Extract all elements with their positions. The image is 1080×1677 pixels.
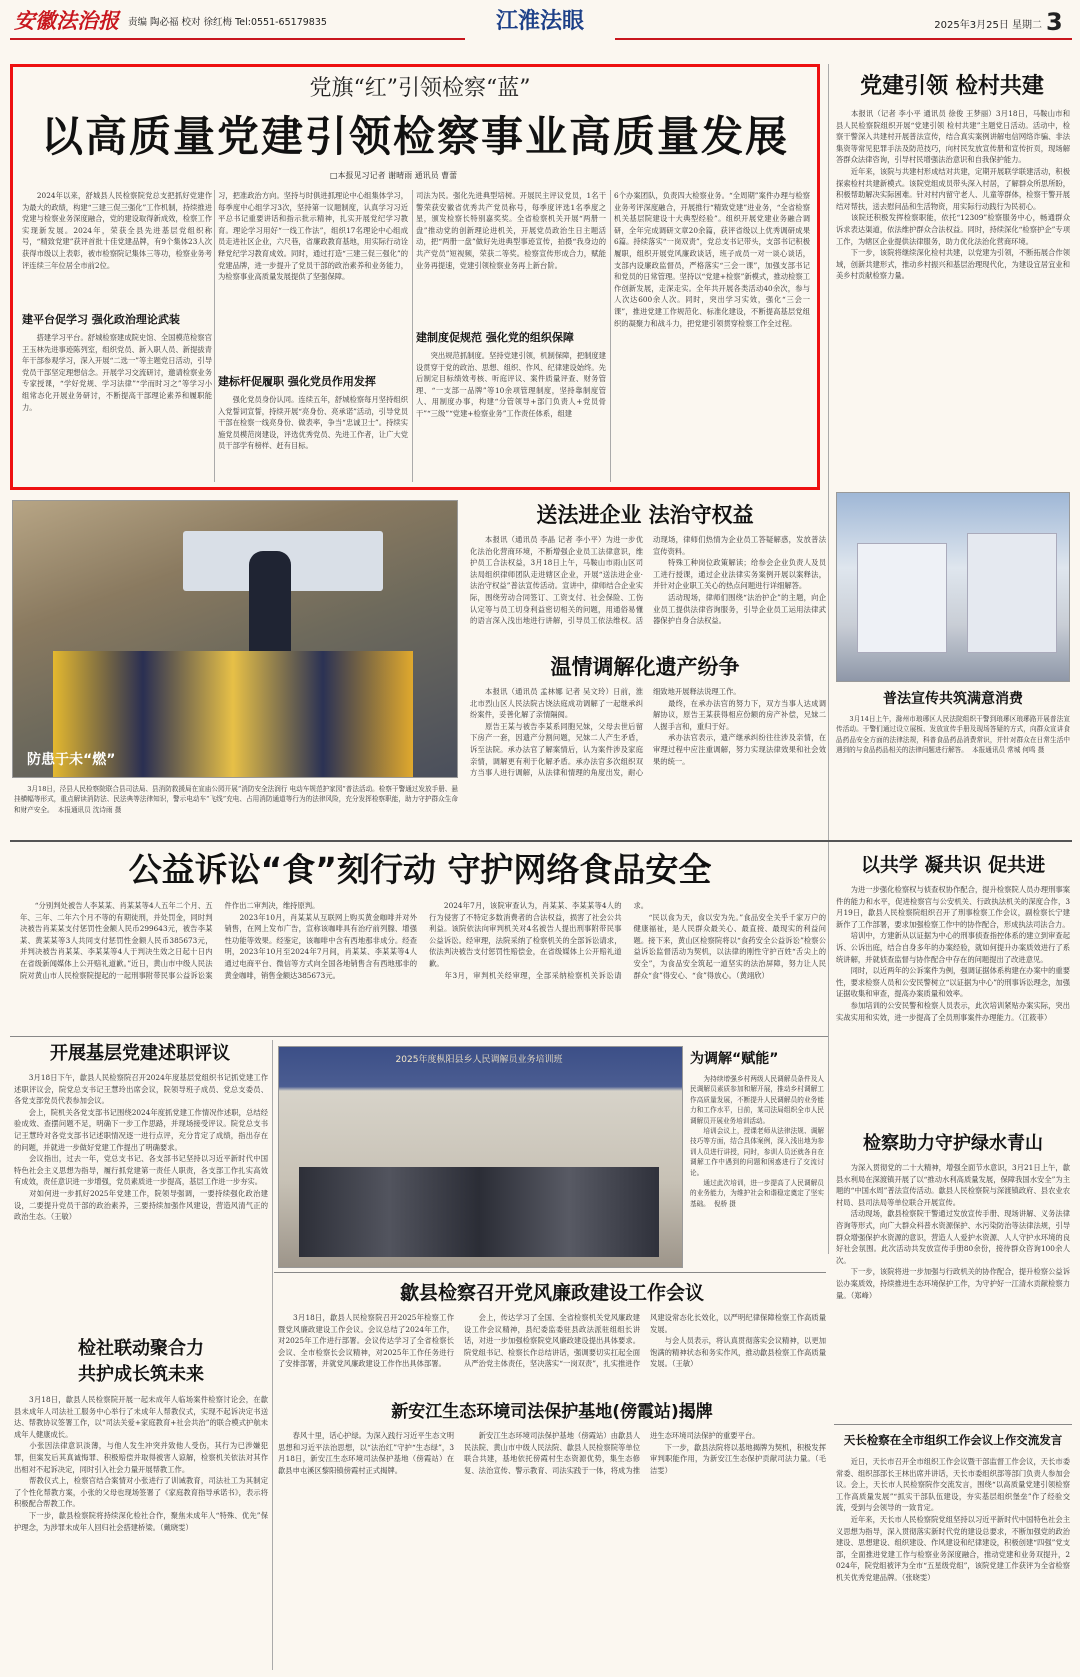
- photo2-board: [857, 543, 947, 653]
- masthead-date: 2025年3月25日 星期二: [934, 20, 1042, 31]
- photo-mediation-training: [278, 1046, 683, 1268]
- photo1-label: 防患于未“燃”: [27, 752, 116, 768]
- lead-col2: 习，把准政治方向。坚持与时俱进抓理论中心组集体学习，每季度中心组学习3次，坚持第一议题制度，认真学习习近平总书记重要讲话和指示批示精神，扎实开展党纪学习教育。理论学习用好“一线工作法”，组织17名理论中心组成员走进社区企业，六尺巷，省廉政教育基地，用实际行动诠释党纪学习教育成效。同时，通过打造“三建三促三强化”的党建品牌，进一步提升了党员干部的政治素养和业务能力，为检察事业高质量发展提供了坚强保障。: [218, 191, 408, 282]
- inherit-title: 温情调解化遗产纷争: [550, 655, 740, 679]
- mediation-body: 为持续增强乡村两级人民调解员条件及人民调解员素质参加和解开展，推动乡村调解工作高质量发展，不断提升人民调解员的业务能力和工作水平，日前，某司法局组织全市人民调解员开展业务培训活动。 培训会议上，授课老师从法律法规、调解技巧等方面，结合具体案例，深入浅出地为参训人员进行讲授，同时，参训人员还就各自在调解工作中遇到的问题和困惑进行了交流讨论。 通过此次培训，进一步提高了人民调解员的业务能力，为维护社会和谐稳定奠定了坚实基础。 倪桥 摄: [690, 1075, 824, 1208]
- lead-col1b: 搭建学习平台。舒城检察建成院史馆、全国模范检察官王玉林先进事迹陈列室，组织党员、新入职人员、新提拔青年干部参观学习，深入开展“二选一”等主题党日活动，引导党员干部坚定理想信念。开展学习交流研讨，邀请检察业务专家授课，“学好党规、学习法律”“学而时习之”等学习小组常态化开展业务研讨，不断提高干部理论素养和履职能力。: [22, 333, 212, 412]
- header-rule: [10, 38, 465, 40]
- photo2-board-2: [967, 533, 1057, 653]
- mediation-title: 为调解“赋能”: [690, 1051, 779, 1067]
- eco-title: 新安江生态环境司法保护基地(傍霞站)揭牌: [391, 1402, 713, 1422]
- lead-col3b: 突出规范抓制度。坚持党建引领，机制保障，把制度建设贯穿于党的政治、思想、组织、作风、纪律建设始终。先后制定目标绩效考核、听庭评议、案件质量评查、财务管理、“一支部一品牌”等10余项管理制度，坚持靠制度管人、用制度办事，构建“分管领导+部门负责人+党员骨干”“三级”“党建+检察业务”工作责任体系，组建: [416, 351, 606, 418]
- lead-kicker: 党旗“红”引领检察“蓝”: [309, 76, 531, 101]
- header-rule-right: [615, 38, 1072, 40]
- lead-col4: 6个办案团队，负责四大检察业务。“全周期”案件办理与检察业务考评深度融合，开展推行“精致党建”进业务，“全省检察机关基层院建设十大典型经验”。组织开展党建业务融合调研，全年完成调研文章20余篇，获评省级以上优秀调研成果6篇。持续落实“一岗双责”，党总支书记带头，支部书记积极履职，组织开展党风廉政谈话，班子成员一对一谈心谈话，支部内设廉政监督员，严格落实“三会一课”，加强支部书记和党员的日常管理。坚持以“党建+检察”新模式，推动检察工作创新发展，走深走实。全年共开展各类活动40余次，参与人次达600余人次。同时，突出学习实效，强化“三会一课”，推进党建工作规范化、标准化建设，不断提高基层党组织的凝聚力和战斗力，把党建引领贯穿检察工作全过程。: [614, 191, 810, 328]
- joint-title: 检社联动聚合力 共护成长筑未来: [78, 1338, 204, 1385]
- photo1-caption: 3月18日，泾县人民检察院联合县司法局、县消防救援局在宣庙公园开展“消防安全法润行 电动车规范护家园”普法活动。检察干警通过发放手册、悬挂横幅等形式，重点解读消防法、民法典等法律知识，警示电动车“飞线”充电、占用消防通道等行为的法律风险，充分发挥检察职能，助力守护群众生命和财产安全。 本报通讯员 沈诗雨 摄: [14, 785, 458, 814]
- lead-heading-2: 建标杆促履职 强化党员作用发挥: [218, 375, 376, 388]
- food-body: “分别判处被告人李某某、肖某某等4人五年二个月、五年、三年、二年六个月不等的有期徒刑，并处罚金，同时判决被告肖某某支付惩罚性金额人民币299643元，被告李某某、黄某某等3人共同支付惩罚性金额人民币385673元，并判决被告肖某某、李某某等4人于判决生效之日起十日内在省级新闻媒体上公开赔礼道歉。”近日，黄山市中级人民法院对黄山市人民检察院提起的一起刑事附带民事公益诉讼案件作出二审判决，维持原判。 2023年10月，肖某某从互联网上购买黄金咖啡并对外销售，在网上发布广告，宣称该咖啡具有治疗前列腺、增强性功能等效果。经鉴定，该咖啡中含有西地那非成分。经查明，2023年10月至2024年7月间，肖某某、李某某等4人通过电商平台、微信等方式向全国各地销售含有西地那非的黄金咖啡，销售金额达385673元。 2024年7月，该院审查认为，肖某某、李某某等4人的行为侵害了不特定多数消费者的合法权益，损害了社会公共利益。该院依法向审判机关对4名被告人提出刑事附带民事公益诉讼。经审理，法院采纳了检察机关的全部诉讼请求，依法判决被告支付惩罚性赔偿金，在省级媒体上公开赔礼道歉。 年3月，审判机关经审理，全部采纳检察机关诉讼请求。 “民以食为天，食以安为先。”食品安全关乎千家万户的健康福祉，是人民群众最关心、最直接、最现实的利益问题。接下来，黄山区检察院将以“食药安全公益诉讼”检察公益诉讼监督活动为契机，以法律的刚性守护百姓“舌尖上的安全”，为食品安全筑起一道坚实的法治屏障，努力让人民群众“食”得安心、“食”得放心。（黄翊欣）: [20, 901, 826, 980]
- lead-col1: 2024年以来，舒城县人民检察院党总支把抓好党建作为最大的政绩，构建“三建三促三强化”工作机制，持续推进党建与检察业务深度融合，党的建设取得新成效，检察工作实现新发展。2024年，荣获全县先进基层党组织称号，“精致党建”获评首批十佳党建品牌，有9个集体23人次获得市级以上表彰，被市检察院记集体三等功，检察业务考评连续三年位居全市前2位。: [22, 191, 212, 270]
- page-number: 3: [1046, 8, 1063, 36]
- lead-heading-3: 建制度促规范 强化党的组织保障: [416, 331, 574, 344]
- photo-fire-safety: [12, 500, 458, 778]
- joint-body: 3月18日，歙县人民检察院开展一起未成年人临场案件检察讨论会，在歙县未成年人司法社工服务中心举行了未成年人帮教仪式，实现不起诉决定书送达、帮教协议签署工作，以“司法关爱+家庭教育+社会共治”的联合模式护航未成年人健康成长。 小张因法律意识淡薄，与他人发生冲突并致他人受伤，其行为已涉嫌犯罪，但案发后其真诚悔罪、积极赔偿并取得被害人谅解，检察机关依法对其作出相对不起诉决定，同时引入社会力量开展帮教工作。 帮教仪式上，检察官结合案情对小张进行了训诫教育，司法社工为其制定了个性化帮教方案，小张的父母也现场签署了《家庭教育指导承诺书》，表示将积极配合帮教工作。 下一步，歙县检察院将持续深化检社合作，聚焦未成年人“特殊、优先”保护理念，为涉罪未成年人回归社会搭建桥梁。（戴晓雯）: [14, 1395, 268, 1532]
- right-title: 党建引领 检村共建: [860, 74, 1044, 99]
- lead-byline: □本报见习记者 谢晴雨 通讯员 曹蕾: [330, 171, 458, 180]
- enterprise-title: 送法进企业 法治守权益: [536, 503, 754, 527]
- masthead-logo: 安徽法治报: [14, 8, 119, 33]
- changan-title: 天长检察在全市组织工作会议上作交流发言: [843, 1433, 1063, 1447]
- section-title: 江淮法眼: [495, 9, 584, 34]
- changan-body: 近日，天长市召开全市组织工作会议暨干部监督工作会议，天长市委常委、组织部部长王林出席并讲话，天长市委组织部等部门负责人参加会议。会上，天长市人民检察院作交流发言，围绕“以高质量党建引领检察工作高质量发展”“抓实干部队伍建设，夯实基层组织堡垒”作了经验交流，受到与会领导的一致肯定。 近年来，天长市人民检察院党组坚持以习近平新时代中国特色社会主义思想为指导，深入贯彻落实新时代党的建设总要求，不断加强党的政治建设、思想建设、组织建设、作风建设和纪律建设，积极创建“四强”党支部，全面推进党建工作与检察业务深度融合，推动党建和业务双提升，2024年，院党组被评为全市“五星级党组”，该院党建工作获评为全省检察机关优秀党建品牌。（张晓雯）: [836, 1457, 1070, 1582]
- green-body: 为深入贯彻党的二十大精神，增强全面节水意识，3月21日上午，歙县水利局在深渡镇开展了以“推动水利高质量发展，保障我国水安全”为主题的“中国水周”普法宣传活动。歙县人民检察院与深渡镇政府、县农业农村局、县司法局等单位联合开展宣传。 活动现场，歙县检察院干警通过发放宣传手册、现场讲解、义务法律咨询等形式，向广大群众科普水资源保护、水污染防治等法律法规，引导群众增强保护水资源的意识，营造人人爱护水资源、人人守护水环境的良好社会氛围。此次活动共发放宣传手册80余份，接待群众咨询100余人次。 下一步，该院将进一步加强与行政机关的协作配合，提升检察公益诉讼办案质效，持续推进生态环境保护工作，为守护好一江清水贡献检察力量。（郑峰）: [836, 1163, 1070, 1300]
- lead-title: 以高质量党建引领检察事业高质量发展: [40, 112, 789, 161]
- lead-heading-1: 建平台促学习 强化政治理论武装: [22, 313, 180, 326]
- justice-title: 以共学 凝共识 促共进: [860, 854, 1046, 876]
- clean-title: 歙县检察召开党风廉政建设工作会议: [399, 1282, 704, 1304]
- eco-body: 春风十里，话心护绿。为深入践行习近平生态文明思想和习近平法治思想，以“法治红”守护“生态绿”，3月18日，新安江生态环境司法保护基地（傍霞站）在歙县申屯溪区黎阳镇傍霞村正式揭牌。 新安江生态环境司法保护基地（傍霞站）由歙县人民法院、黄山市中级人民法院、歙县人民检察院等单位联合共建，基地依托傍霞村生态资源优势，集生态修复、法治宣传、警示教育、司法实践于一体，将成为推进生态环境司法保护的重要平台。 下一步，歙县法院将以基地揭牌为契机，积极发挥审判职能作用，为新安江生态保护贡献司法力量。（毛洁雯）: [278, 1431, 826, 1475]
- report-title: 开展基层党建述职评议: [50, 1043, 230, 1064]
- inherit-body: 本报讯（通讯员 孟林娜 记者 吴文玲）日前，淮北市烈山区人民法院古饶法庭成功调解了一起继承纠纷案件，妥善化解了亲情隔阂。 原告王某与被告李某系同胞兄妹，父母去世后留下房产一套，因遗产分割问题，兄妹二人产生矛盾，诉至法院。承办法官了解案情后，认为案件涉及家庭亲情，调解更有利于化解矛盾。承办法官多次组织双方当事人进行调解，从法律和情理的角度出发，耐心细致地开展释法说理工作。 最终，在承办法官的努力下，双方当事人达成调解协议，原告王某获得相应份额的房产补偿，兄妹二人握手言和，重归于好。 承办法官表示，遗产继承纠纷往往涉及亲情，在审理过程中应注重调解，努力实现法律效果和社会效果的统一。: [470, 687, 826, 778]
- photo2-caption: 3月14日上午，滁州市琅琊区人民法院组织干警到琅琊区琅琊路开展普法宣传活动。干警们通过设立展板、发放宣传手册及现场答疑的方式，向群众宣讲食品药品安全方面的法律法规，科普食品药品消费常识，并针对群众在日常生活中遇到的与食品药品相关的法律问题进行解答。 本报通讯员 常城 何鸣 摄: [836, 715, 1070, 755]
- photo-consumer-promo: [836, 492, 1070, 682]
- justice-body: 为进一步强化检察权与侦查权协作配合，提升检察院人员办理刑事案件的能力和水平，促进检察官与公安机关、行政执法机关的深度合作，3月19日，歙县人民检察院组织召开了刑事检察工作会议，副检察长宁建新作了工作部署，要求加强检察工作中的协作配合，形成执法司法合力。 培训中，方建新从以证据为中心的刑事侦查指控体系的建立到审查起诉、公诉出庭，结合自身多年的办案经验，就如何提升办案质效进行了系统讲解，并就侦查监督与协作配合中存在的问题提出了改进意见。 同时，以近两年的公诉案件为例，强调证据体系构建在办案中的重要性，要求检察人员和公安民警树立“以证据为中心”的刑事诉讼理念，加强证据收集和审查，提高办案质量和效率。 参加培训的公安民警和检察人员表示，此次培训紧贴办案实际，突出实战实用和实效，进一步提高了全员刑事案件办理能力。（江筱菲）: [836, 885, 1070, 1022]
- photo2-caption-title: 普法宣传共筑满意消费: [883, 691, 1023, 707]
- lead-col2b: 强化党员身份认同。连续五年，舒城检察每月坚持组织入党誓词宣誓，持续开展“亮身份、亮承诺”活动，引导党员干部在检察一线亮身份、做表率，争当“忠诚卫士”。持续实施党员模范岗建设，评选优秀党员、先进工作者，让广大党员干部学有榜样、赶有目标。: [218, 395, 408, 451]
- photo3-screen-text: 2025年度枞阳县乡人民调解员业务培训班: [395, 1055, 563, 1065]
- lead-col3: 司法为民。强化先进典型培树。开展民主评议党员，1名干警荣获安徽省优秀共产党员称号，每季度评选1名季度之星，颁发检察长特别嘉奖奖。全省检察机关开展“两册一盘”推动党的创新理论进机关，开展党员政治生日主题活动，把“两册一盘”做好先进典型事迹宣传，拍摄“我身边的共产党员”短视频，荣获二等奖。检察宣传形成合力，赋能业务再提速，党建引领检察业务再上新台阶。: [416, 191, 606, 270]
- enterprise-body: 本报讯（通讯员 李晶 记者 李小平）为进一步优化法治化营商环境，不断增强企业员工法律意识，维护员工合法权益，3月18日上午，马鞍山市雨山区司法局组织律师团队走进辖区企业，开展“送法进企业·法治守权益”普法宣传活动。宣讲中，律师结合企业实际，围绕劳动合同签订、工资支付、社会保险、工伤认定等与员工切身利益密切相关的问题，用通俗易懂的语言深入浅出地进行讲解，引导员工依法维权。活动现场，律师们热情为企业员工答疑解惑，发放普法宣传资料。 特殊工种岗位政策解读；给参会企业负责人及员工进行授课，通过企业法律实务案例开展以案释法，并针对企业职工关心的热点问题进行详细解答。 活动现场，律师们围绕“法治护企”的主题，向企业员工提供法律咨询服务，引导企业员工运用法律武器保护自身合法权益。: [470, 535, 826, 626]
- photo3-audience: [299, 1167, 659, 1257]
- food-title: 公益诉讼“食”刻行动 守护网络食品安全: [128, 850, 712, 889]
- right-body: 本报讯（记者 李小平 通讯员 徐俊 王梦丽）3月18日，马鞍山市和县人民检察院组织开展“党建引领 检村共建”主题党日活动。活动中，检察干警深入共建村开展普法宣传，结合真实案例讲解电信网络诈骗、非法集资等常见犯罪手法及防范技巧，向村民发放宣传册和宣传折页，现场解答群众法律咨询，引导村民增强法治意识和自我保护能力。 近年来，该院与共建村形成结对共建，定期开展联学联建活动，积极探索检村共建新模式。该院党组成员带头深入村居，了解群众所思所盼，积极帮助解决实际困难。针对村内留守老人、儿童等群体，检察干警开展结对帮扶，送去慰问品和生活物资，用实际行动践行为民初心。 该院还积极发挥检察职能，依托“12309”检察服务中心，畅通群众诉求表达渠道，依法维护群众合法权益。同时，持续深化“检察护企”专项工作，为辖区企业提供法律服务，助力优化法治化营商环境。 下一步，该院将继续深化检村共建，以党建为引领，不断拓展合作领域，创新共建形式，推动乡村振兴和基层治理现代化，为建设宜居宜业和美乡村贡献检察力量。: [836, 109, 1070, 281]
- report-body: 3月18日下午，歙县人民检察院召开2024年度基层党组织书记抓党建工作述职评议会，院党总支书记王慧玲出席会议，院领导班子成员、党总支委员、各党支部党员代表参加会议。 会上，院机关各党支部书记围绕2024年度抓党建工作情况作述职，总结经验成效、查摆问题不足，明确下一步工作思路，并现场接受评议。院党总支书记王慧玲对各党支部书记述职情况逐一进行点评，充分肯定了成绩，指出存在的问题，并就进一步做好党建工作提出了明确要求。 会议指出，过去一年，党总支书记、各支部书记坚持以习近平新时代中国特色社会主义思想为指导，履行抓党建第一责任人职责，各支部工作扎实高效有成效，责任意识进一步增强，党员素质进一步提高，基层工作进一步夯实。 对如何进一步抓好2025年党建工作，院领导强调，一要持续强化政治建设，二要提升党员干部的政治素养，三要持续加强作风建设，营造风清气正的政治生态。（王敏）: [14, 1073, 268, 1222]
- green-title: 检察助力守护绿水青山: [863, 1133, 1043, 1154]
- masthead-editor: 责编 陶必福 校对 徐红梅 Tel:0551-65179835: [128, 17, 327, 28]
- clean-body: 3月18日，歙县人民检察院召开2025年检察工作暨党风廉政建设工作会议。会议总结了2024年工作，对2025年工作进行部署。会议传达学习了全省检察长会议、全市检察长会议精神，对2025年工作任务进行了安排部署，并就党风廉政建设工作作出具体部署。 会上，传达学习了全国、全省检察机关党风廉政建设工作会议精神，县纪委监委驻县政法派驻组组长讲话，对进一步加强检察院党风廉政建设提出具体要求。院党组书记、检察长作总结讲话，强调要切实扛起全面从严治党主体责任，坚决落实“一岗双责”，扎实推进作风建设常态化长效化，以严明纪律保障检察工作高质量发展。 与会人员表示，将认真贯彻落实会议精神，以更加饱满的精神状态和务实作风，推动歙县检察工作高质量发展。（王敏）: [278, 1313, 826, 1369]
